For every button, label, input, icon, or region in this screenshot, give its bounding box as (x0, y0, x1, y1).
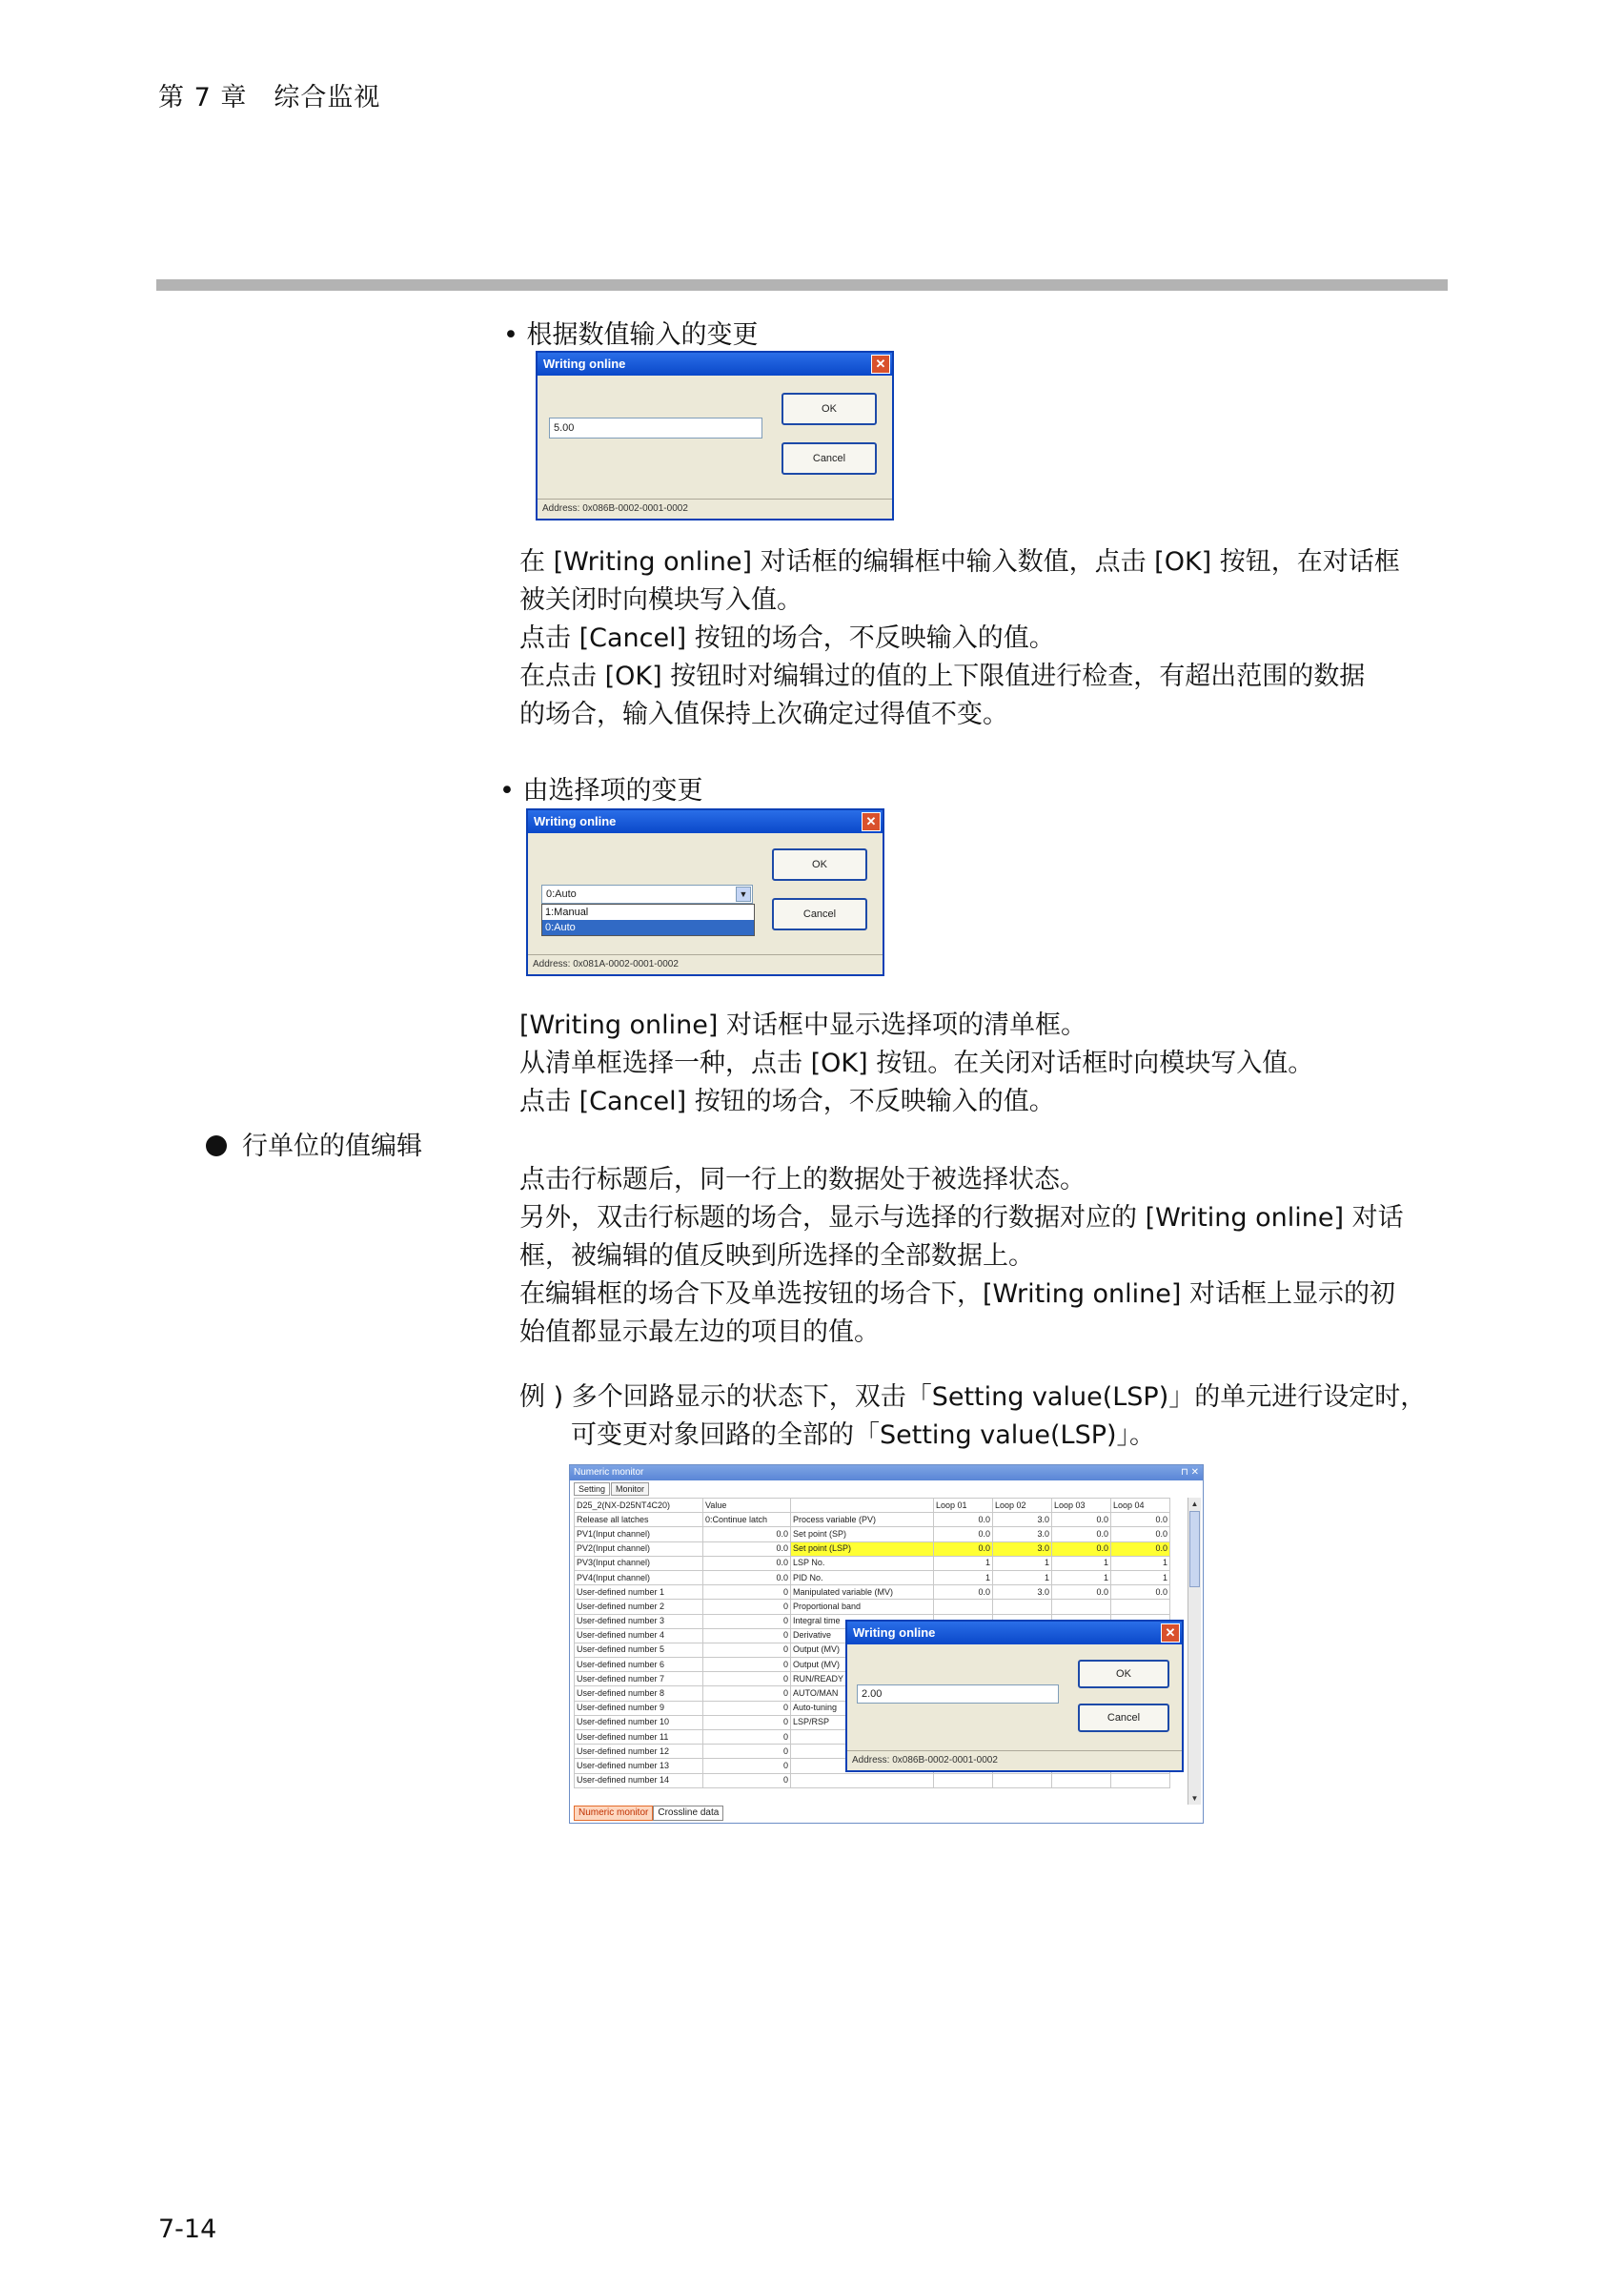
table-cell[interactable]: LSP No. (791, 1556, 934, 1570)
row-header-cell[interactable]: User-defined number 5 (575, 1643, 703, 1657)
table-cell[interactable] (1052, 1773, 1111, 1787)
table-cell[interactable]: Auto-tuning (791, 1701, 934, 1715)
close-icon[interactable]: ✕ (1161, 1623, 1180, 1643)
table-row[interactable] (575, 1556, 1170, 1570)
list-item-selected[interactable]: 0:Auto (542, 920, 754, 935)
table-cell[interactable]: 0.0 (934, 1527, 993, 1541)
table-cell[interactable]: 1 (993, 1556, 1052, 1570)
dialog-title: Writing online (534, 814, 617, 828)
dialog-titlebar (538, 353, 892, 376)
table-cell[interactable]: 3.0 (993, 1585, 1052, 1600)
text-line: 在点击 [OK] 按钮时对编辑过的值的上下限值进行检查，有超出范围的数据 (519, 662, 1366, 691)
dialog-title: Writing online (853, 1625, 936, 1640)
text-line: 点击 [Cancel] 按钮的场合，不反映输入的值。 (519, 1087, 1055, 1116)
table-cell[interactable] (993, 1600, 1052, 1614)
row-header-cell[interactable]: User-defined number 2 (575, 1600, 703, 1614)
writing-online-dialog-numeric (536, 351, 894, 520)
cancel-button[interactable]: Cancel (782, 442, 877, 475)
table-cell[interactable]: 0.0 (703, 1541, 791, 1556)
table-cell[interactable]: Manipulated variable (MV) (791, 1585, 934, 1600)
row-header-cell[interactable]: User-defined number 6 (575, 1658, 703, 1672)
table-header-row (575, 1499, 1170, 1513)
column-header[interactable]: D25_2(NX-D25NT4C20) (575, 1499, 703, 1513)
table-cell[interactable]: 0 (703, 1745, 791, 1759)
address-status: Address: 0x081A-0002-0001-0002 (528, 954, 883, 974)
row-header-cell[interactable]: PV4(Input channel) (575, 1570, 703, 1584)
table-cell[interactable]: 1 (993, 1570, 1052, 1584)
monitor-title: Numeric monitor (574, 1467, 644, 1478)
text-line: 在 [Writing online] 对话框的编辑框中输入数值，点击 [OK] 按钮，在对话框 (519, 547, 1400, 577)
tab-monitor[interactable]: Monitor (611, 1482, 649, 1496)
table-cell[interactable]: 0 (703, 1585, 791, 1600)
scroll-down-icon[interactable]: ▼ (1190, 1794, 1199, 1803)
vertical-scrollbar[interactable] (1188, 1498, 1201, 1805)
row-header-cell[interactable]: User-defined number 11 (575, 1730, 703, 1745)
table-cell[interactable] (1052, 1600, 1111, 1614)
table-cell[interactable]: 0.0 (934, 1541, 993, 1556)
row-header-cell[interactable]: User-defined number 8 (575, 1686, 703, 1701)
table-cell[interactable]: 1 (1111, 1556, 1170, 1570)
section-heading-row-edit (206, 1125, 422, 1162)
table-cell[interactable]: 0 (703, 1686, 791, 1701)
example-text (519, 1378, 1472, 1455)
row-header-cell[interactable]: User-defined number 14 (575, 1773, 703, 1787)
table-cell[interactable] (791, 1773, 934, 1787)
writing-online-dialog-overlay (845, 1620, 1184, 1772)
close-icon[interactable]: ✕ (862, 812, 881, 831)
row-header-cell[interactable]: PV1(Input channel) (575, 1527, 703, 1541)
text-line: 被关闭时向模块写入值。 (519, 585, 802, 615)
table-cell[interactable]: 1 (1111, 1570, 1170, 1584)
tab-crossline-data[interactable]: Crossline data (653, 1806, 723, 1821)
text-line: [Writing online] 对话框中显示选择项的清单框。 (519, 1010, 1087, 1040)
table-row[interactable] (575, 1585, 1170, 1600)
dropdown-value: 0:Auto (546, 888, 577, 900)
table-cell[interactable]: Output (MV) (791, 1643, 934, 1657)
tab-setting[interactable]: Setting (574, 1482, 610, 1496)
address-status: Address: 0x086B-0002-0001-0002 (538, 499, 892, 519)
column-header[interactable] (791, 1499, 934, 1513)
window-controls-icon[interactable]: ⊓ ✕ (1181, 1467, 1199, 1478)
dialog-titlebar (847, 1622, 1182, 1644)
table-cell[interactable]: 0.0 (1111, 1541, 1170, 1556)
table-cell[interactable]: PID No. (791, 1570, 934, 1584)
table-row[interactable] (575, 1773, 1170, 1787)
table-cell[interactable]: 0.0 (1111, 1513, 1170, 1527)
table-cell[interactable]: 0 (703, 1614, 791, 1628)
table-cell[interactable]: 0.0 (1111, 1585, 1170, 1600)
column-header[interactable]: Value (703, 1499, 791, 1513)
dialog-title: Writing online (543, 357, 626, 371)
table-cell[interactable]: 0.0 (703, 1570, 791, 1584)
ok-button[interactable]: OK (782, 393, 877, 425)
chevron-down-icon[interactable]: ▼ (736, 887, 751, 902)
table-cell[interactable]: 0 (703, 1730, 791, 1745)
table-cell[interactable]: 0 (703, 1658, 791, 1672)
table-cell[interactable]: 0.0 (934, 1513, 993, 1527)
close-icon[interactable]: ✕ (871, 355, 890, 374)
table-cell[interactable]: 0:Continue latch (703, 1513, 791, 1527)
text-line: 可变更对象回路的全部的「Setting value(LSP)」。 (571, 1420, 1156, 1450)
table-cell[interactable] (1111, 1600, 1170, 1614)
value-input[interactable]: 2.00 (857, 1684, 1059, 1704)
table-cell[interactable]: 0.0 (1052, 1585, 1111, 1600)
table-cell[interactable]: 0.0 (703, 1527, 791, 1541)
table-cell[interactable]: 3.0 (993, 1527, 1052, 1541)
row-header-cell[interactable]: User-defined number 1 (575, 1585, 703, 1600)
table-row[interactable] (575, 1541, 1170, 1556)
bottom-tabs (574, 1806, 723, 1821)
selection-dropdown[interactable] (541, 885, 753, 904)
table-cell[interactable]: Process variable (PV) (791, 1513, 934, 1527)
tab-numeric-monitor[interactable]: Numeric monitor (574, 1806, 653, 1821)
table-cell[interactable] (1111, 1773, 1170, 1787)
table-cell[interactable]: 0 (703, 1773, 791, 1787)
text-line: 例 ) 多个回路显示的状态下，双击「Setting value(LSP)」的单元进行设定时， (519, 1382, 1427, 1412)
bullet-label: 行单位的值编辑 (242, 1132, 422, 1161)
table-cell[interactable]: AUTO/MAN (791, 1686, 934, 1701)
chapter-header: 第 7 章 综合监视 (158, 83, 381, 112)
table-cell[interactable]: 3.0 (993, 1513, 1052, 1527)
row-header-cell[interactable]: User-defined number 9 (575, 1701, 703, 1715)
row-header-cell[interactable]: User-defined number 7 (575, 1672, 703, 1686)
row-header-cell[interactable]: User-defined number 4 (575, 1628, 703, 1643)
table-cell[interactable]: 0.0 (1052, 1527, 1111, 1541)
dialog-titlebar (528, 810, 883, 833)
table-cell[interactable]: 0.0 (703, 1556, 791, 1570)
row-header-cell[interactable]: User-defined number 3 (575, 1614, 703, 1628)
column-header[interactable]: Loop 04 (1111, 1499, 1170, 1513)
ok-button[interactable]: OK (772, 848, 867, 881)
table-cell[interactable]: Set point (SP) (791, 1527, 934, 1541)
list-item[interactable]: 1:Manual (545, 907, 589, 918)
row-header-cell[interactable]: PV2(Input channel) (575, 1541, 703, 1556)
section-heading-selection: • 由选择项的变更 (499, 776, 703, 806)
table-cell[interactable]: 0.0 (1111, 1527, 1170, 1541)
text-line: 从清单框选择一种，点击 [OK] 按钮。在关闭对话框时向模块写入值。 (519, 1049, 1314, 1078)
table-cell[interactable]: Set point (LSP) (791, 1541, 934, 1556)
section3-paragraph (519, 1161, 1453, 1352)
row-header-cell[interactable]: User-defined number 13 (575, 1759, 703, 1773)
table-cell[interactable]: Proportional band (791, 1600, 934, 1614)
table-cell[interactable]: 0 (703, 1672, 791, 1686)
header-rule (156, 279, 1448, 291)
table-cell[interactable] (934, 1600, 993, 1614)
scroll-thumb[interactable] (1189, 1511, 1200, 1587)
text-line: 框，被编辑的值反映到所选择的全部数据上。 (519, 1241, 1034, 1271)
table-cell[interactable]: LSP/RSP (791, 1715, 934, 1729)
monitor-titlebar (570, 1465, 1203, 1480)
table-cell[interactable]: Integral time (791, 1614, 934, 1628)
address-status: Address: 0x086B-0002-0001-0002 (847, 1750, 1182, 1770)
table-cell[interactable]: 0 (703, 1643, 791, 1657)
value-input[interactable]: 5.00 (549, 418, 762, 439)
table-row[interactable] (575, 1600, 1170, 1614)
table-row[interactable] (575, 1570, 1170, 1584)
text-line: 另外，双击行标题的场合，显示与选择的行数据对应的 [Writing online] 对话 (519, 1203, 1404, 1233)
table-cell[interactable]: 0 (703, 1600, 791, 1614)
writing-online-dialog-selection (526, 808, 884, 976)
table-cell[interactable] (993, 1773, 1052, 1787)
table-cell[interactable]: Derivative (791, 1628, 934, 1643)
table-cell[interactable]: 0.0 (1052, 1513, 1111, 1527)
table-row[interactable] (575, 1513, 1170, 1527)
table-cell[interactable]: 0.0 (1052, 1541, 1111, 1556)
table-cell[interactable]: 0 (703, 1628, 791, 1643)
table-cell[interactable]: 1 (934, 1570, 993, 1584)
column-header[interactable]: Loop 02 (993, 1499, 1052, 1513)
row-header-cell[interactable]: Release all latches (575, 1513, 703, 1527)
row-header-cell[interactable]: User-defined number 10 (575, 1715, 703, 1729)
row-header-cell[interactable]: User-defined number 12 (575, 1745, 703, 1759)
selection-list (541, 904, 755, 936)
cancel-button[interactable]: Cancel (772, 898, 867, 930)
table-cell[interactable]: 0 (703, 1759, 791, 1773)
text-line: 始值都显示最左边的项目的值。 (519, 1317, 880, 1347)
table-cell[interactable]: 3.0 (993, 1541, 1052, 1556)
numeric-monitor-window (569, 1464, 1204, 1824)
text-line: 点击 [Cancel] 按钮的场合，不反映输入的值。 (519, 623, 1055, 653)
section-heading-numeric-input: • 根据数值输入的变更 (503, 320, 759, 350)
text-line: 在编辑框的场合下及单选按钮的场合下，[Writing online] 对话框上显示的初 (519, 1279, 1396, 1309)
column-header[interactable]: Loop 01 (934, 1499, 993, 1513)
row-header-cell[interactable]: PV3(Input channel) (575, 1556, 703, 1570)
section1-paragraph (519, 543, 1453, 734)
text-line: 点击行标题后，同一行上的数据处于被选择状态。 (519, 1165, 1086, 1194)
bullet-icon (206, 1135, 227, 1156)
ok-button[interactable]: OK (1078, 1660, 1169, 1688)
text-line: 的场合，输入值保持上次确定过得值不变。 (519, 700, 1008, 729)
table-cell[interactable]: 1 (934, 1556, 993, 1570)
section2-paragraph (519, 1007, 1453, 1121)
monitor-tabs (574, 1482, 650, 1496)
table-cell[interactable] (934, 1773, 993, 1787)
table-cell[interactable]: 0 (703, 1701, 791, 1715)
page-number: 7-14 (158, 2215, 217, 2244)
table-cell[interactable]: 1 (1052, 1556, 1111, 1570)
table-row[interactable] (575, 1527, 1170, 1541)
scroll-up-icon[interactable]: ▲ (1190, 1500, 1199, 1508)
table-cell[interactable]: 1 (1052, 1570, 1111, 1584)
table-cell[interactable]: 0 (703, 1715, 791, 1729)
table-cell[interactable]: RUN/READY (791, 1672, 934, 1686)
column-header[interactable]: Loop 03 (1052, 1499, 1111, 1513)
table-cell[interactable]: Output (MV) (791, 1658, 934, 1672)
table-cell[interactable]: 0.0 (934, 1585, 993, 1600)
cancel-button[interactable]: Cancel (1078, 1704, 1169, 1732)
